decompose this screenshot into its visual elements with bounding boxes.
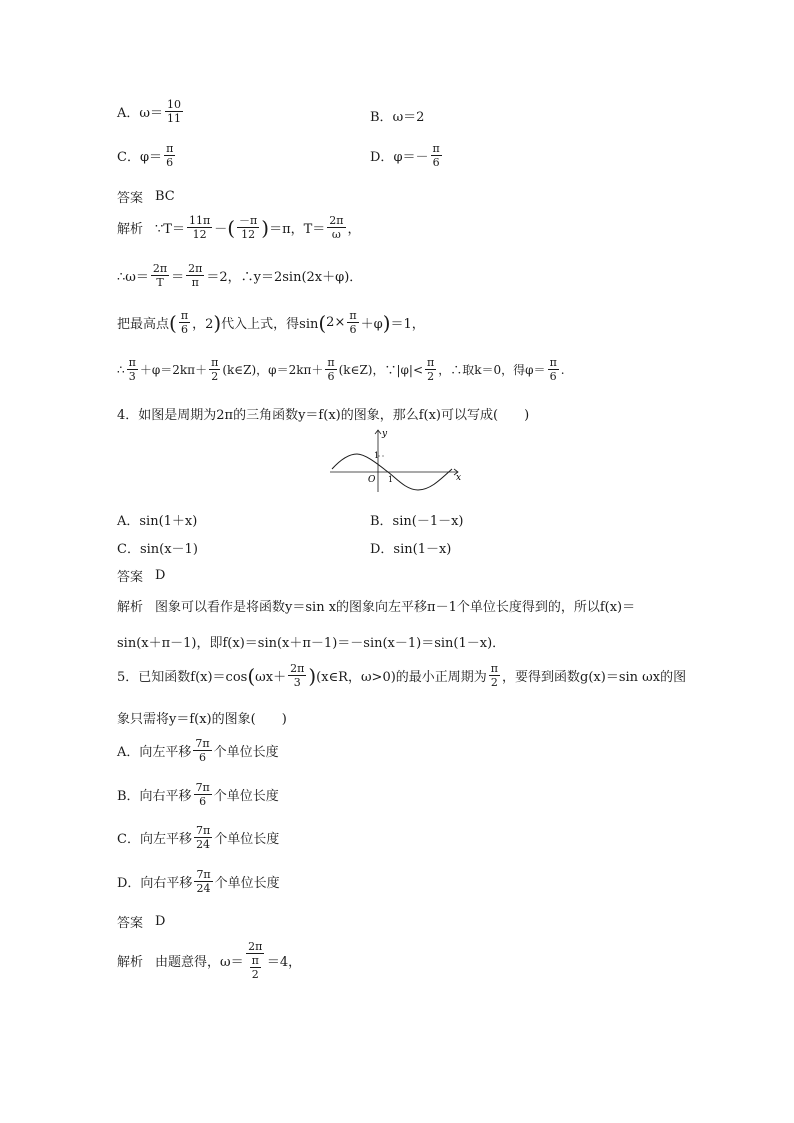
q4-option-d: D．sin(1－x) [370, 542, 452, 557]
q4-option-c: C．sin(x－1) [117, 542, 198, 557]
q5-option-d: D．向右平移 $\frac{7\pi}{24}$ 个单位长度 [117, 868, 280, 895]
q4-solution-line-1: 解析 图象可以看作是将函数y＝sin x的图象向左平移π－1个单位长度得到的，所以f(x)＝ [117, 600, 636, 615]
y-tick-1-label: 1 [374, 451, 380, 460]
q3-solution-line-3: 把最高点 ( $\frac{\pi}{6}$ ，2 ) 代入上式，得sin ( 2× $\frac{\pi}{6}$ ＋φ ) ＝1， [117, 309, 425, 336]
q5-option-b: B．向右平移 $\frac{7\pi}{6}$ 个单位长度 [117, 781, 279, 808]
q3-solution-line-4: ∴ $\frac{\pi}{3}$ ＋φ＝2kπ＋ $\frac{\pi}{2}$ (k∈Z)，φ＝2kπ＋ $\frac{\pi}{6}$ (k∈Z)，∵|φ|< $\frac{\pi}{2}$ ，∴取k＝0，得φ＝ $\frac{\pi}{6}$ . [117, 356, 565, 383]
q3-option-c: C． φ＝ $\frac{\pi}{6}$ [117, 142, 174, 169]
q4-answer: 答案 D [117, 568, 166, 585]
y-axis-label: y [382, 429, 388, 439]
q5-solution: 解析 由题意得，ω＝ $\frac{2\pi}{\frac{\pi}{2}}$ ＝4， [117, 940, 302, 981]
q4-sine-graph [330, 428, 464, 496]
q3-solution-line-1: 解析 ∵T＝ $\frac{11\pi}{12}$ － ( $\frac{-\pi}{12}$ ) ＝π，T＝ $\frac{2\pi}{\omega}$ ， [117, 214, 361, 241]
q5-answer: 答案 D [117, 914, 166, 931]
q5-option-c: C．向左平移 $\frac{7\pi}{24}$ 个单位长度 [117, 824, 280, 851]
q3-answer: 答案 BC [117, 189, 175, 206]
q5-option-a: A．向左平移 $\frac{7\pi}{6}$ 个单位长度 [117, 737, 279, 764]
x-axis-label: x [456, 473, 462, 483]
x-tick-1-label: 1 [388, 475, 394, 484]
q3-solution-line-2: ∴ω＝ $\frac{2\pi}{T}$ ＝ $\frac{2\pi}{\pi}$ ＝2，∴y＝2sin(2x＋φ)． [117, 262, 363, 289]
q4-stem: 4．如图是周期为2π的三角函数y＝f(x)的图象，那么f(x)可以写成( ) [117, 408, 530, 423]
q4-option-a: A．sin(1＋x) [117, 514, 198, 529]
q3-option-a: A． ω＝ $\frac{10}{11}$ [117, 98, 181, 125]
q4-option-b: B．sin(－1－x) [370, 514, 464, 529]
q5-stem-line-1: 5．已知函数f(x)＝cos ( ωx＋ $\frac{2\pi}{3}$ ) (x∈R，ω>0)的最小正周期为 $\frac{\pi}{2}$ ，要得到函数g(x)＝sin ωx的图 [117, 662, 687, 689]
q5-stem-line-2: 象只需将y＝f(x)的图象( ) [117, 712, 287, 727]
q3-option-b: B． ω＝2 [370, 110, 425, 125]
q4-solution-line-2: sin(x＋π－1)，即f(x)＝sin(x＋π－1)＝－sin(x－1)＝sin(1－x)． [117, 636, 506, 651]
q3-option-d: D． φ＝－ $\frac{\pi}{6}$ [370, 142, 440, 169]
origin-label: O [368, 475, 376, 485]
